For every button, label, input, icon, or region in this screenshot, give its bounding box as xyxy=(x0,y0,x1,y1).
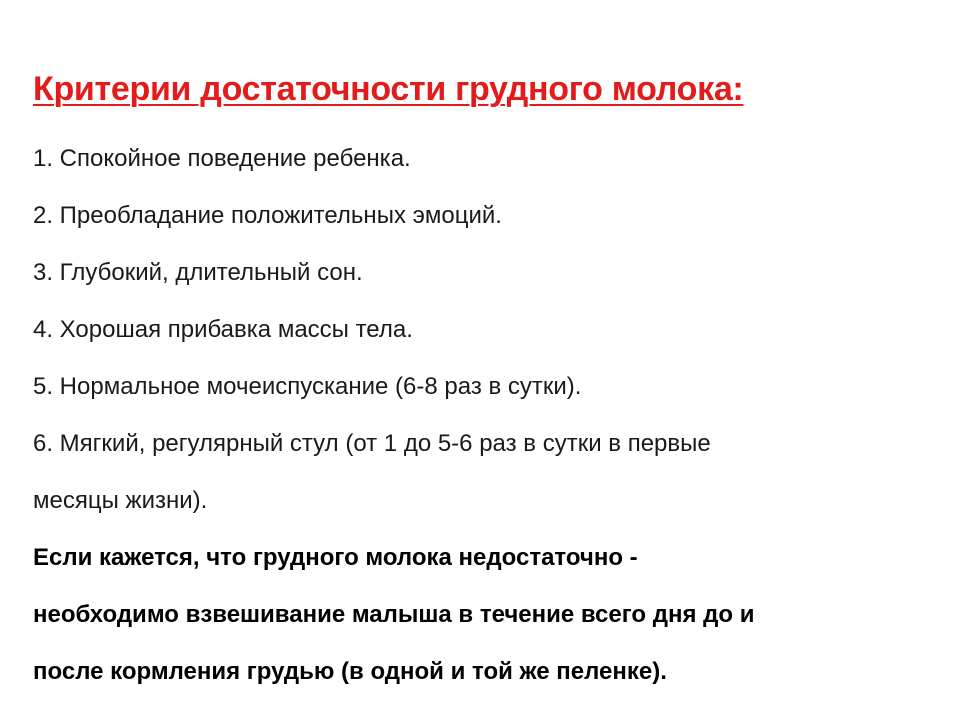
note-line: необходимо взвешивание малыша в течение всего дня до и xyxy=(33,601,755,628)
list-item: 5. Нормальное мочеиспускание (6-8 раз в сутки). xyxy=(33,373,582,400)
list-item-continuation: месяцы жизни). xyxy=(33,487,208,514)
list-item xyxy=(33,130,933,187)
list-item: 2. Преобладание положительных эмоций. xyxy=(33,202,502,229)
note-line: после кормления грудью (в одной и той же пеленке). xyxy=(33,658,667,685)
slide-title: Критерии достаточности грудного молока: xyxy=(33,70,744,108)
list-item-text: 1. Спокойное поведение ребенка. xyxy=(33,145,411,172)
list-item: 6. Мягкий, регулярный стул (от 1 до 5-6 раз в сутки в первые xyxy=(33,430,711,457)
criteria-list xyxy=(33,130,933,700)
note-line: Если кажется, что грудного молока недостаточно - xyxy=(33,544,638,571)
list-item: 3. Глубокий, длительный сон. xyxy=(33,259,363,286)
list-item: 4. Хорошая прибавка массы тела. xyxy=(33,316,413,343)
